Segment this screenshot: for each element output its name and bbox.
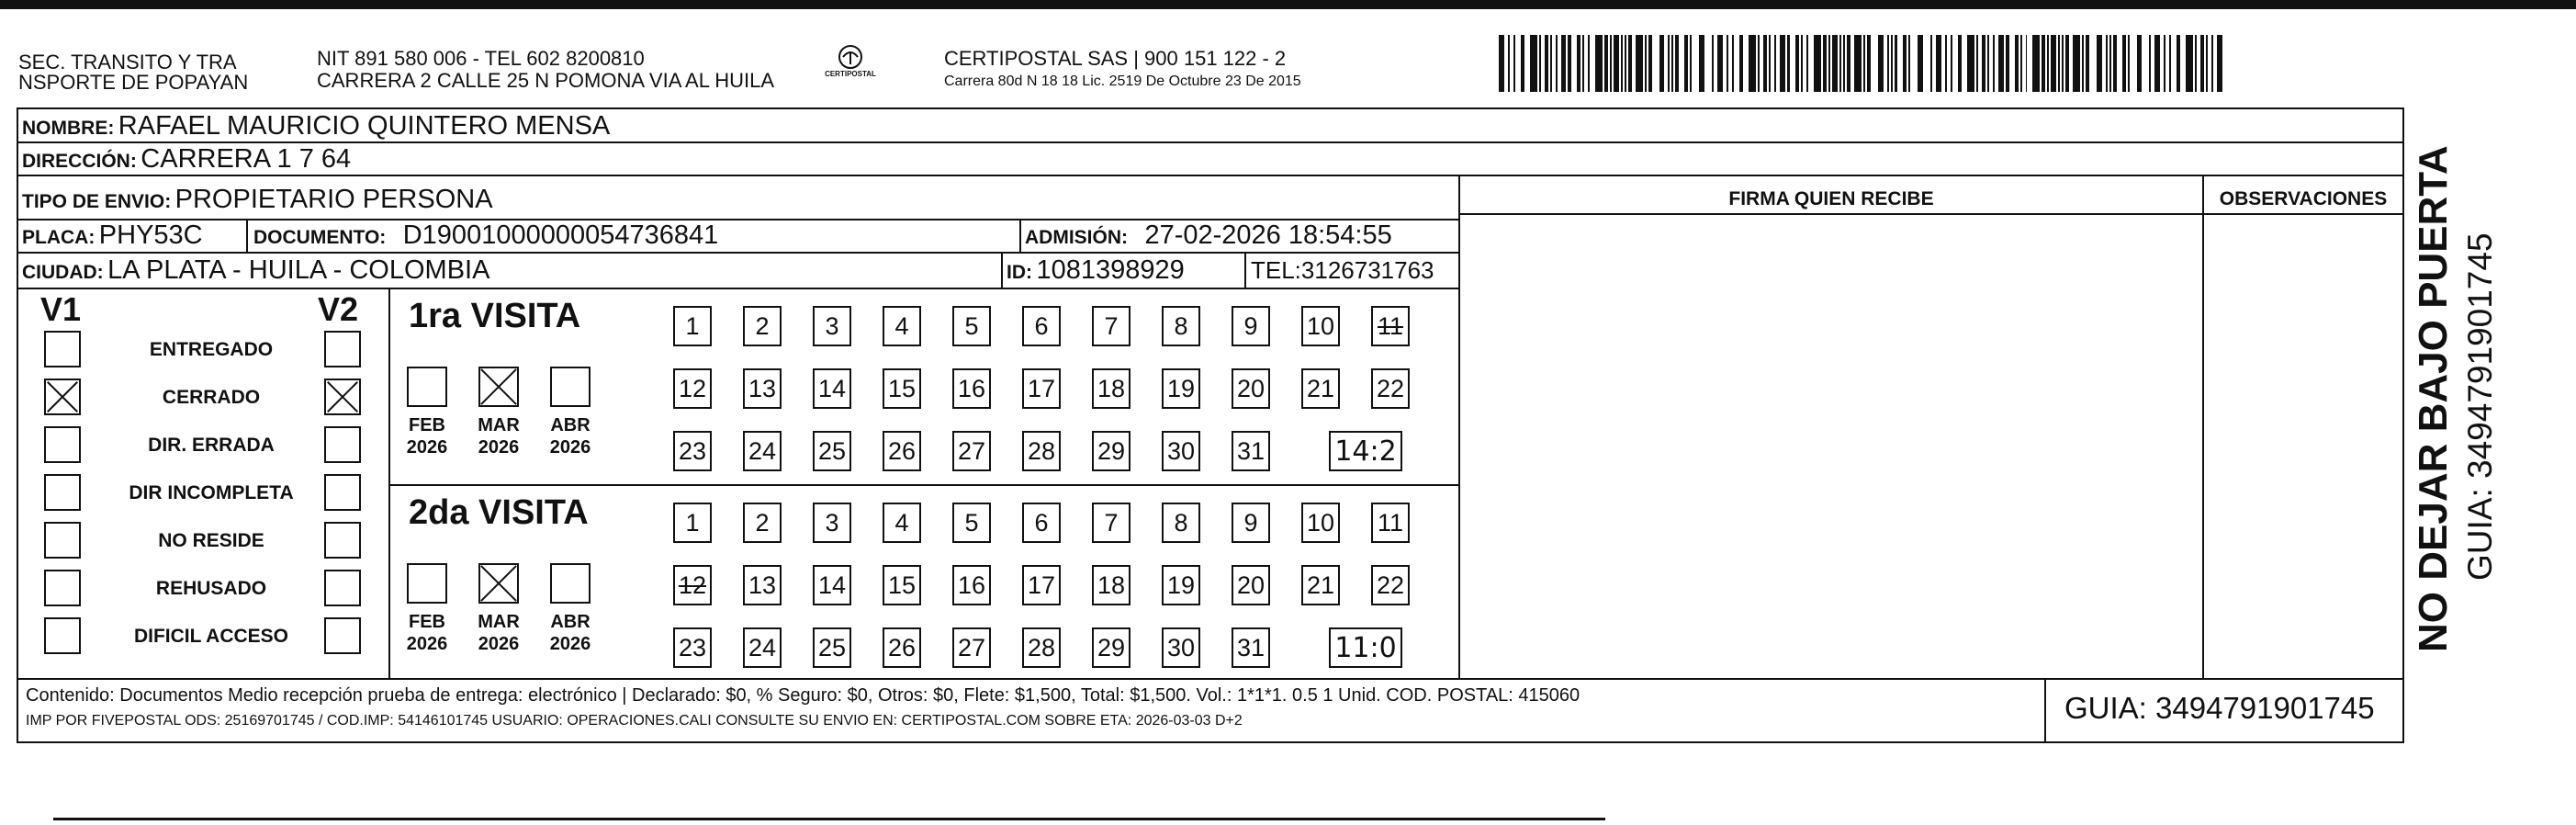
logo-text: CERTIPOSTAL <box>825 70 876 78</box>
barcode-bar <box>2164 35 2165 92</box>
barcode-bar <box>1668 35 1670 92</box>
day-box[interactable]: 27 <box>952 431 991 471</box>
v2-checkbox[interactable] <box>324 474 361 511</box>
visit-time: 11:0 <box>1329 627 1402 668</box>
barcode-bar <box>1671 35 1673 92</box>
barcode-bar <box>1982 35 1985 92</box>
barcode-bar <box>2082 35 2084 92</box>
day-box[interactable]: 30 <box>1162 431 1200 471</box>
barcode-bar <box>1774 35 1776 92</box>
barcode-bar <box>1895 35 1898 92</box>
side-no-dejar: NO DEJAR BAJO PUERTA <box>2411 145 2456 652</box>
nombre-label: NOMBRE: <box>22 118 115 139</box>
barcode-bar <box>1839 35 1841 92</box>
placa-label: PLACA: <box>22 227 96 248</box>
barcode-bar <box>2097 35 2102 92</box>
barcode-bar <box>2086 35 2089 92</box>
day-box[interactable]: 23 <box>673 627 712 668</box>
barcode-bar <box>1806 35 1808 92</box>
v2-checkbox[interactable] <box>324 331 361 367</box>
ciudad-value: LA PLATA - HUILA - COLOMBIA <box>107 255 490 285</box>
barcode-bar <box>1582 35 1584 92</box>
barcode-bar <box>1908 35 1910 92</box>
visit-title: 1ra VISITA <box>409 297 581 335</box>
day-box[interactable]: 4 <box>883 306 921 346</box>
month-checkbox[interactable] <box>550 367 591 407</box>
day-box[interactable]: 13 <box>743 565 782 605</box>
month-label: FEB <box>409 415 445 435</box>
barcode-bar <box>2177 35 2180 92</box>
barcode-bar <box>2062 35 2064 92</box>
barcode-bar <box>1645 35 1647 92</box>
day-box[interactable]: 21 <box>1301 565 1340 605</box>
barcode-bar <box>1887 35 1889 92</box>
documento-value: D19001000000054736841 <box>402 220 719 250</box>
day-box[interactable]: 8 <box>1162 306 1200 346</box>
barcode-bar <box>1717 35 1723 92</box>
barcode-bar <box>1769 35 1771 92</box>
day-box[interactable]: 7 <box>1092 503 1131 543</box>
barcode-bar <box>2051 35 2056 92</box>
day-box[interactable]: 2 <box>743 306 782 346</box>
barcode-bar <box>1636 35 1643 92</box>
direccion-row <box>22 143 351 179</box>
barcode-bar <box>1828 35 1830 92</box>
direccion-value: CARRERA 1 7 64 <box>141 144 352 174</box>
status-label: DIR INCOMPLETA <box>129 482 294 503</box>
barcode-bar <box>1675 35 1679 92</box>
month-label: FEB <box>409 612 445 632</box>
tel-value: TEL:3126731763 <box>1251 256 1434 284</box>
barcode-bar <box>1568 35 1571 92</box>
day-box[interactable]: 7 <box>1092 306 1131 346</box>
month-label: MAR <box>478 612 520 632</box>
barcode-bar <box>1690 35 1692 92</box>
v2-checkbox[interactable] <box>324 617 361 654</box>
placa-value: PHY53C <box>98 220 203 250</box>
day-box[interactable]: 5 <box>952 306 991 346</box>
barcode-bar <box>2217 35 2222 92</box>
day-box[interactable]: 20 <box>1232 368 1270 409</box>
barcode-bar <box>1843 35 1845 92</box>
barcode-bar <box>1967 35 1974 92</box>
v1-checkbox[interactable] <box>44 379 81 415</box>
v1-checkbox[interactable] <box>44 426 81 463</box>
month-year: 2026 <box>406 437 448 458</box>
month-label: ABR <box>550 415 591 435</box>
barcode-bar <box>1648 35 1652 92</box>
day-box[interactable]: 14 <box>813 368 851 409</box>
day-box[interactable]: 26 <box>883 627 921 668</box>
day-box[interactable]: 18 <box>1092 368 1131 409</box>
barcode-bar <box>2065 35 2069 92</box>
barcode-bar <box>1604 35 1608 92</box>
barcode-bar <box>2032 35 2040 92</box>
day-box[interactable]: 29 <box>1092 627 1131 668</box>
barcode-bar <box>1577 35 1580 92</box>
barcode-bar <box>1951 35 1952 92</box>
barcode-bar <box>2020 35 2022 92</box>
documento-row <box>253 220 718 255</box>
month-year: 2026 <box>478 437 520 458</box>
nit-line: NIT 891 580 006 - TEL 602 8200810 <box>317 47 645 70</box>
tel-row <box>1251 254 1434 290</box>
barcode-bar <box>2113 35 2117 92</box>
barcode-bar <box>1556 35 1558 92</box>
observaciones-header: OBSERVACIONES <box>2219 188 2388 209</box>
barcode-bar <box>2006 35 2009 92</box>
id-value: 1081398929 <box>1036 255 1185 285</box>
v2-checkbox[interactable] <box>324 379 361 415</box>
v1-checkbox[interactable] <box>44 617 81 654</box>
barcode-bar <box>1610 35 1612 92</box>
barcode-bar <box>2149 35 2151 92</box>
barcode-bar <box>2015 35 2019 92</box>
day-box[interactable]: 9 <box>1232 503 1270 543</box>
nombre-value: RAFAEL MAURICIO QUINTERO MENSA <box>118 111 611 141</box>
barcode-bar <box>1847 35 1850 92</box>
placa-row <box>22 220 203 255</box>
day-box[interactable]: 28 <box>1022 431 1061 471</box>
day-box[interactable]: 20 <box>1232 565 1270 605</box>
tipo-value: PROPIETARIO PERSONA <box>174 185 493 214</box>
documento-label: DOCUMENTO: <box>253 227 387 248</box>
barcode-bar <box>2058 35 2060 92</box>
barcode <box>1499 35 2224 92</box>
barcode-bar <box>1814 35 1821 92</box>
carrier-line-1: CERTIPOSTAL SAS | 900 151 122 - 2 <box>944 47 1287 70</box>
barcode-bar <box>2109 35 2111 92</box>
day-box[interactable]: 17 <box>1022 565 1061 605</box>
day-box[interactable]: 10 <box>1301 503 1340 543</box>
top-border-bar <box>0 0 2576 9</box>
barcode-bar <box>2073 35 2080 92</box>
day-box[interactable]: 14 <box>813 565 851 605</box>
day-box[interactable]: 5 <box>952 503 991 543</box>
day-box[interactable]: 21 <box>1301 368 1340 409</box>
barcode-bar <box>1530 35 1537 92</box>
barcode-bar <box>1758 35 1760 92</box>
barcode-bar <box>1863 35 1865 92</box>
day-box[interactable]: 19 <box>1162 368 1200 409</box>
day-box[interactable]: 28 <box>1022 627 1061 668</box>
barcode-bar <box>1998 35 2004 92</box>
month-year: 2026 <box>478 634 520 654</box>
barcode-bar <box>1699 35 1704 92</box>
barcode-bar <box>2169 35 2171 92</box>
tipo-row <box>22 184 493 220</box>
day-box[interactable]: 24 <box>743 627 782 668</box>
barcode-bar <box>1621 35 1623 92</box>
barcode-bar <box>2200 35 2204 92</box>
barcode-bar <box>1854 35 1862 92</box>
admision-value: 27-02-2026 18:54:55 <box>1144 220 1392 250</box>
visit-title: 2da VISITA <box>409 493 589 532</box>
day-box[interactable]: 25 <box>813 431 851 471</box>
day-box[interactable]: 6 <box>1022 503 1061 543</box>
day-box[interactable]: 1 <box>673 503 712 543</box>
day-box[interactable]: 15 <box>883 368 921 409</box>
day-box[interactable]: 2 <box>743 503 782 543</box>
direccion-label: DIRECCIÓN: <box>22 151 137 172</box>
barcode-bar <box>1712 35 1714 92</box>
sender-line-2: NSPORTE DE POPAYAN <box>18 71 249 94</box>
day-box[interactable]: 11 <box>1371 306 1410 346</box>
day-box[interactable]: 17 <box>1022 368 1061 409</box>
barcode-bar <box>2047 35 2049 92</box>
carrier-line-2: Carrera 80d N 18 18 Lic. 2519 De Octubre 23 De 2015 <box>944 73 1301 89</box>
v1-checkbox[interactable] <box>44 522 81 559</box>
barcode-bar <box>2042 35 2045 92</box>
day-box[interactable]: 22 <box>1371 368 1410 409</box>
v2-checkbox[interactable] <box>324 426 361 463</box>
barcode-bar <box>1987 35 1989 92</box>
barcode-bar <box>1732 35 1734 92</box>
barcode-bar <box>1832 35 1838 92</box>
day-box[interactable]: 27 <box>952 627 991 668</box>
day-box[interactable]: 31 <box>1232 431 1270 471</box>
footer-contenido: Contenido: Documentos Medio recepción prueba de entrega: electrónico | Declarado: $0, % Seguro: $0, Otros: $0, Flete: $1,500, Total: $1,500. Vol.: 1*1*1. 0.5 1 Unid. COD. POSTAL: 415060 <box>26 685 1580 706</box>
barcode-bar <box>1521 35 1524 92</box>
barcode-bar <box>1684 35 1688 92</box>
month-checkbox[interactable] <box>550 563 591 604</box>
day-box[interactable]: 11 <box>1371 503 1410 543</box>
barcode-bar <box>1891 35 1893 92</box>
day-box[interactable]: 3 <box>813 306 851 346</box>
day-box[interactable]: 30 <box>1162 627 1200 668</box>
month-checkbox[interactable] <box>407 367 447 407</box>
day-box[interactable]: 25 <box>813 627 851 668</box>
barcode-bar <box>1550 35 1552 92</box>
day-box[interactable]: 13 <box>743 368 782 409</box>
barcode-bar <box>1958 35 1962 92</box>
visit-time: 14:2 <box>1329 431 1402 471</box>
day-box[interactable]: 4 <box>883 503 921 543</box>
barcode-bar <box>1588 35 1590 92</box>
v1-checkbox[interactable] <box>44 331 81 367</box>
day-box[interactable]: 19 <box>1162 565 1200 605</box>
status-label: NO RESIDE <box>158 530 264 551</box>
day-box[interactable]: 24 <box>743 431 782 471</box>
certipostal-logo <box>823 42 878 88</box>
v2-label: V2 <box>318 290 359 328</box>
id-row <box>1007 254 1185 290</box>
day-box[interactable]: 16 <box>952 565 991 605</box>
barcode-bar <box>1614 35 1619 92</box>
day-box[interactable]: 3 <box>813 503 851 543</box>
barcode-bar <box>2195 35 2197 92</box>
ciudad-label: CIUDAD: <box>22 262 104 283</box>
month-year: 2026 <box>549 437 591 458</box>
month-label: MAR <box>478 415 520 435</box>
barcode-bar <box>1930 35 1932 92</box>
barcode-bar <box>1787 35 1791 92</box>
barcode-bar <box>2154 35 2160 92</box>
barcode-bar <box>1795 35 1799 92</box>
barcode-bar <box>1763 35 1767 92</box>
v1-checkbox[interactable] <box>44 570 81 606</box>
month-checkbox[interactable] <box>478 563 519 604</box>
day-box[interactable]: 23 <box>673 431 712 471</box>
barcode-bar <box>1628 35 1632 92</box>
day-box[interactable]: 16 <box>952 368 991 409</box>
barcode-bar <box>2137 35 2143 92</box>
barcode-bar <box>1595 35 1603 92</box>
month-checkbox[interactable] <box>478 367 519 407</box>
barcode-bar <box>1801 35 1803 92</box>
barcode-bar <box>2206 35 2208 92</box>
barcode-bar <box>1739 35 1743 92</box>
nombre-row <box>22 110 610 146</box>
barcode-bar <box>1545 35 1548 92</box>
day-box[interactable]: 8 <box>1162 503 1200 543</box>
sender-line-1: SEC. TRANSITO Y TRA <box>18 51 237 73</box>
day-box[interactable]: 1 <box>673 306 712 346</box>
day-box[interactable]: 12 <box>673 565 712 605</box>
day-box[interactable]: 15 <box>883 565 921 605</box>
month-year: 2026 <box>549 634 591 654</box>
barcode-bar <box>1903 35 1907 92</box>
barcode-bar <box>1561 35 1567 92</box>
admision-row <box>1025 220 1392 255</box>
side-guia: GUIA: 3494791901745 <box>2461 232 2499 581</box>
barcode-bar <box>1945 35 1947 92</box>
firma-header: FIRMA QUIEN RECIBE <box>1728 188 1934 209</box>
day-box[interactable]: 10 <box>1301 306 1340 346</box>
v1-label: V1 <box>40 290 82 328</box>
admision-label: ADMISIÓN: <box>1025 227 1128 248</box>
barcode-bar <box>1867 35 1871 92</box>
barcode-bar <box>1749 35 1756 92</box>
id-label: ID: <box>1007 262 1032 283</box>
month-year: 2026 <box>406 634 448 654</box>
day-box[interactable]: 18 <box>1092 565 1131 605</box>
barcode-bar <box>1976 35 1978 92</box>
v1-checkbox[interactable] <box>44 474 81 511</box>
barcode-bar <box>1659 35 1665 92</box>
barcode-bar <box>1539 35 1541 92</box>
status-label: REHUSADO <box>155 578 267 599</box>
certipostal-logo-icon <box>823 42 878 88</box>
status-label: DIFICIL ACCESO <box>133 626 288 647</box>
barcode-bar <box>2122 35 2126 92</box>
day-box[interactable]: 6 <box>1022 306 1061 346</box>
barcode-bar <box>2106 35 2108 92</box>
barcode-bar <box>1499 35 1504 92</box>
day-box[interactable]: 31 <box>1232 627 1270 668</box>
status-label: CERRADO <box>162 387 261 408</box>
v2-checkbox[interactable] <box>324 522 361 559</box>
barcode-bar <box>2211 35 2213 92</box>
barcode-bar <box>1513 35 1515 92</box>
barcode-bar <box>1936 35 1941 92</box>
ciudad-row <box>22 254 489 290</box>
status-label: ENTREGADO <box>149 339 274 360</box>
status-label: DIR. ERRADA <box>148 435 275 456</box>
barcode-bar <box>1780 35 1785 92</box>
barcode-bar <box>1918 35 1923 92</box>
barcode-bar <box>1625 35 1626 92</box>
footer-guia: GUIA: 3494791901745 <box>2064 691 2375 725</box>
v2-checkbox[interactable] <box>324 570 361 606</box>
barcode-bar <box>2128 35 2130 92</box>
bottom-line <box>53 818 1605 820</box>
month-label: ABR <box>550 612 591 632</box>
day-box[interactable]: 22 <box>1371 565 1410 605</box>
month-checkbox[interactable] <box>407 563 447 604</box>
day-box[interactable]: 26 <box>883 431 921 471</box>
barcode-bar <box>2026 35 2028 92</box>
day-box[interactable]: 29 <box>1092 431 1131 471</box>
address-line: CARRERA 2 CALLE 25 N POMONA VIA AL HUILA <box>317 69 775 92</box>
barcode-bar <box>1823 35 1827 92</box>
barcode-bar <box>1508 35 1510 92</box>
barcode-bar <box>2186 35 2193 92</box>
day-box[interactable]: 9 <box>1232 306 1270 346</box>
footer-imp: IMP POR FIVEPOSTAL ODS: 25169701745 / COD.IMP: 54146101745 USUARIO: OPERACIONES.CALI CONSULTE SU ENVIO EN: CERTIPOSTAL.COM SOBRE ETA: 2026-03-03 D+2 <box>26 713 1243 729</box>
barcode-bar <box>1727 35 1728 92</box>
barcode-bar <box>1878 35 1884 92</box>
barcode-bar <box>1993 35 1995 92</box>
tipo-label: TIPO DE ENVIO: <box>22 191 172 212</box>
day-box[interactable]: 12 <box>673 368 712 409</box>
